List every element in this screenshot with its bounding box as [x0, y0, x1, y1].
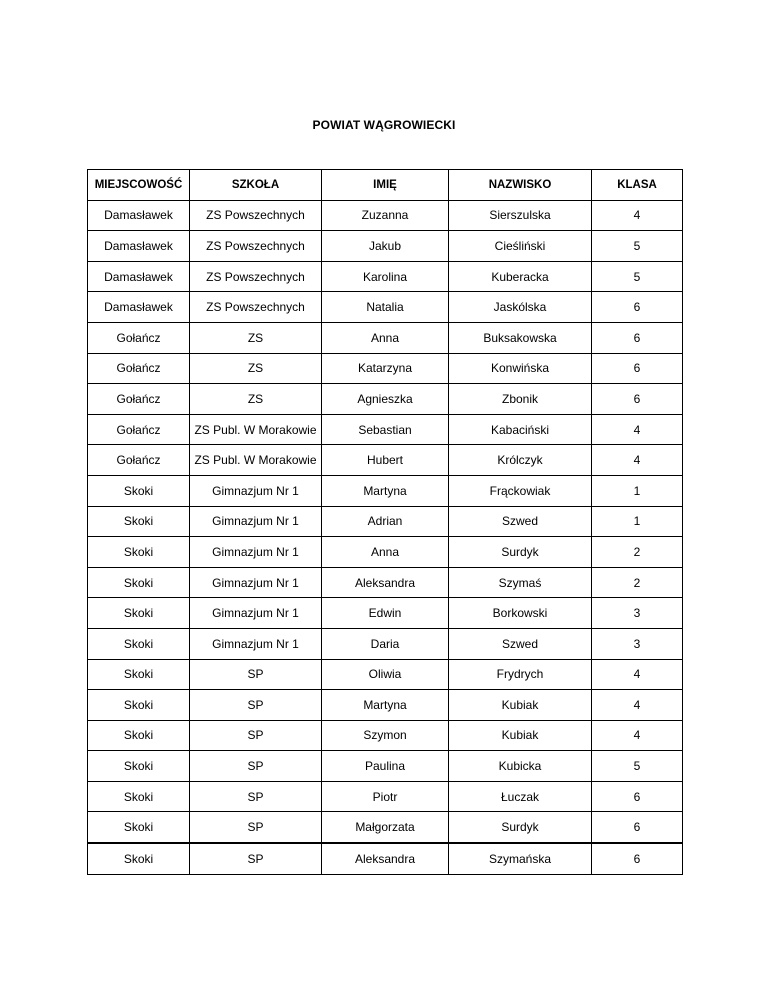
cell-szkola: Gimnazjum Nr 1	[190, 537, 322, 568]
cell-miejscowosc: Skoki	[88, 628, 190, 659]
table-row	[88, 537, 683, 568]
cell-szkola: SP	[190, 720, 322, 751]
table-row	[88, 231, 683, 262]
cell-imie: Oliwia	[322, 659, 449, 690]
cell-imie: Sebastian	[322, 414, 449, 445]
cell-szkola: ZS	[190, 384, 322, 415]
cell-klasa: 3	[592, 598, 683, 629]
cell-szkola: ZS Powszechnych	[190, 261, 322, 292]
cell-klasa: 6	[592, 353, 683, 384]
table-row	[88, 781, 683, 812]
cell-imie: Karolina	[322, 261, 449, 292]
table-row	[88, 322, 683, 353]
cell-miejscowosc: Skoki	[88, 475, 190, 506]
cell-klasa: 2	[592, 567, 683, 598]
cell-imie: Aleksandra	[322, 843, 449, 874]
cell-klasa: 5	[592, 231, 683, 262]
table-row	[88, 690, 683, 721]
cell-miejscowosc: Damasławek	[88, 231, 190, 262]
cell-szkola: SP	[190, 751, 322, 782]
cell-nazwisko: Buksakowska	[449, 322, 592, 353]
cell-klasa: 1	[592, 475, 683, 506]
cell-klasa: 4	[592, 445, 683, 476]
cell-klasa: 6	[592, 812, 683, 843]
table-row	[88, 445, 683, 476]
cell-szkola: SP	[190, 659, 322, 690]
cell-imie: Paulina	[322, 751, 449, 782]
cell-nazwisko: Kubiak	[449, 690, 592, 721]
cell-szkola: ZS	[190, 322, 322, 353]
cell-imie: Martyna	[322, 475, 449, 506]
cell-miejscowosc: Skoki	[88, 843, 190, 874]
cell-nazwisko: Surdyk	[449, 537, 592, 568]
cell-szkola: ZS Publ. W Morakowie	[190, 414, 322, 445]
cell-miejscowosc: Skoki	[88, 506, 190, 537]
cell-szkola: ZS Powszechnych	[190, 292, 322, 323]
table-row	[88, 843, 683, 874]
cell-miejscowosc: Gołańcz	[88, 353, 190, 384]
cell-szkola: SP	[190, 843, 322, 874]
cell-miejscowosc: Skoki	[88, 812, 190, 843]
table-row	[88, 812, 683, 843]
table-row	[88, 659, 683, 690]
table-row	[88, 720, 683, 751]
cell-klasa: 4	[592, 720, 683, 751]
cell-szkola: SP	[190, 781, 322, 812]
header-nazwisko: NAZWISKO	[449, 170, 592, 201]
cell-szkola: Gimnazjum Nr 1	[190, 506, 322, 537]
cell-nazwisko: Kuberacka	[449, 261, 592, 292]
cell-klasa: 6	[592, 292, 683, 323]
cell-imie: Agnieszka	[322, 384, 449, 415]
table-row	[88, 200, 683, 231]
cell-klasa: 6	[592, 843, 683, 874]
cell-nazwisko: Zbonik	[449, 384, 592, 415]
table-body	[88, 200, 683, 874]
cell-imie: Aleksandra	[322, 567, 449, 598]
cell-miejscowosc: Skoki	[88, 690, 190, 721]
cell-szkola: Gimnazjum Nr 1	[190, 475, 322, 506]
table-row	[88, 353, 683, 384]
cell-nazwisko: Frydrych	[449, 659, 592, 690]
cell-miejscowosc: Skoki	[88, 751, 190, 782]
cell-szkola: ZS	[190, 353, 322, 384]
cell-miejscowosc: Skoki	[88, 567, 190, 598]
cell-nazwisko: Sierszulska	[449, 200, 592, 231]
cell-klasa: 3	[592, 628, 683, 659]
cell-miejscowosc: Damasławek	[88, 261, 190, 292]
cell-imie: Daria	[322, 628, 449, 659]
cell-nazwisko: Szwed	[449, 506, 592, 537]
cell-miejscowosc: Skoki	[88, 720, 190, 751]
cell-klasa: 1	[592, 506, 683, 537]
table-row	[88, 567, 683, 598]
cell-miejscowosc: Gołańcz	[88, 414, 190, 445]
cell-nazwisko: Kubiak	[449, 720, 592, 751]
cell-nazwisko: Szwed	[449, 628, 592, 659]
cell-szkola: Gimnazjum Nr 1	[190, 598, 322, 629]
cell-miejscowosc: Skoki	[88, 598, 190, 629]
table-row	[88, 475, 683, 506]
cell-imie: Edwin	[322, 598, 449, 629]
table-row	[88, 261, 683, 292]
cell-nazwisko: Królczyk	[449, 445, 592, 476]
cell-miejscowosc: Gołańcz	[88, 384, 190, 415]
cell-miejscowosc: Gołańcz	[88, 322, 190, 353]
cell-szkola: Gimnazjum Nr 1	[190, 628, 322, 659]
cell-imie: Zuzanna	[322, 200, 449, 231]
cell-klasa: 4	[592, 690, 683, 721]
table-header-row	[88, 170, 683, 201]
cell-nazwisko: Kabaciński	[449, 414, 592, 445]
cell-imie: Martyna	[322, 690, 449, 721]
cell-szkola: ZS Publ. W Morakowie	[190, 445, 322, 476]
cell-miejscowosc: Damasławek	[88, 200, 190, 231]
cell-nazwisko: Kubicka	[449, 751, 592, 782]
cell-imie: Szymon	[322, 720, 449, 751]
header-miejscowosc: MIEJSCOWOŚĆ	[88, 170, 190, 201]
table-row	[88, 628, 683, 659]
table-row	[88, 506, 683, 537]
cell-szkola: SP	[190, 812, 322, 843]
cell-imie: Anna	[322, 322, 449, 353]
cell-imie: Małgorzata	[322, 812, 449, 843]
cell-nazwisko: Frąckowiak	[449, 475, 592, 506]
cell-klasa: 6	[592, 781, 683, 812]
cell-imie: Katarzyna	[322, 353, 449, 384]
cell-klasa: 4	[592, 414, 683, 445]
cell-klasa: 6	[592, 384, 683, 415]
cell-imie: Anna	[322, 537, 449, 568]
student-table	[87, 169, 683, 875]
cell-miejscowosc: Skoki	[88, 659, 190, 690]
cell-klasa: 5	[592, 261, 683, 292]
cell-szkola: ZS Powszechnych	[190, 231, 322, 262]
table-row	[88, 384, 683, 415]
cell-klasa: 2	[592, 537, 683, 568]
cell-nazwisko: Cieśliński	[449, 231, 592, 262]
cell-klasa: 4	[592, 200, 683, 231]
page-title: POWIAT WĄGROWIECKI	[312, 118, 456, 132]
cell-nazwisko: Borkowski	[449, 598, 592, 629]
cell-imie: Piotr	[322, 781, 449, 812]
cell-miejscowosc: Gołańcz	[88, 445, 190, 476]
cell-nazwisko: Szymańska	[449, 843, 592, 874]
header-imie: IMIĘ	[322, 170, 449, 201]
cell-klasa: 4	[592, 659, 683, 690]
cell-nazwisko: Łuczak	[449, 781, 592, 812]
cell-miejscowosc: Damasławek	[88, 292, 190, 323]
cell-miejscowosc: Skoki	[88, 537, 190, 568]
cell-nazwisko: Konwińska	[449, 353, 592, 384]
table-row	[88, 751, 683, 782]
table-row	[88, 598, 683, 629]
header-szkola: SZKOŁA	[190, 170, 322, 201]
cell-szkola: Gimnazjum Nr 1	[190, 567, 322, 598]
cell-imie: Adrian	[322, 506, 449, 537]
cell-miejscowosc: Skoki	[88, 781, 190, 812]
table-row	[88, 292, 683, 323]
cell-klasa: 5	[592, 751, 683, 782]
cell-nazwisko: Szymaś	[449, 567, 592, 598]
table-row	[88, 414, 683, 445]
cell-szkola: SP	[190, 690, 322, 721]
cell-nazwisko: Jaskólska	[449, 292, 592, 323]
cell-szkola: ZS Powszechnych	[190, 200, 322, 231]
header-klasa: KLASA	[592, 170, 683, 201]
cell-imie: Natalia	[322, 292, 449, 323]
cell-imie: Jakub	[322, 231, 449, 262]
cell-nazwisko: Surdyk	[449, 812, 592, 843]
cell-imie: Hubert	[322, 445, 449, 476]
cell-klasa: 6	[592, 322, 683, 353]
